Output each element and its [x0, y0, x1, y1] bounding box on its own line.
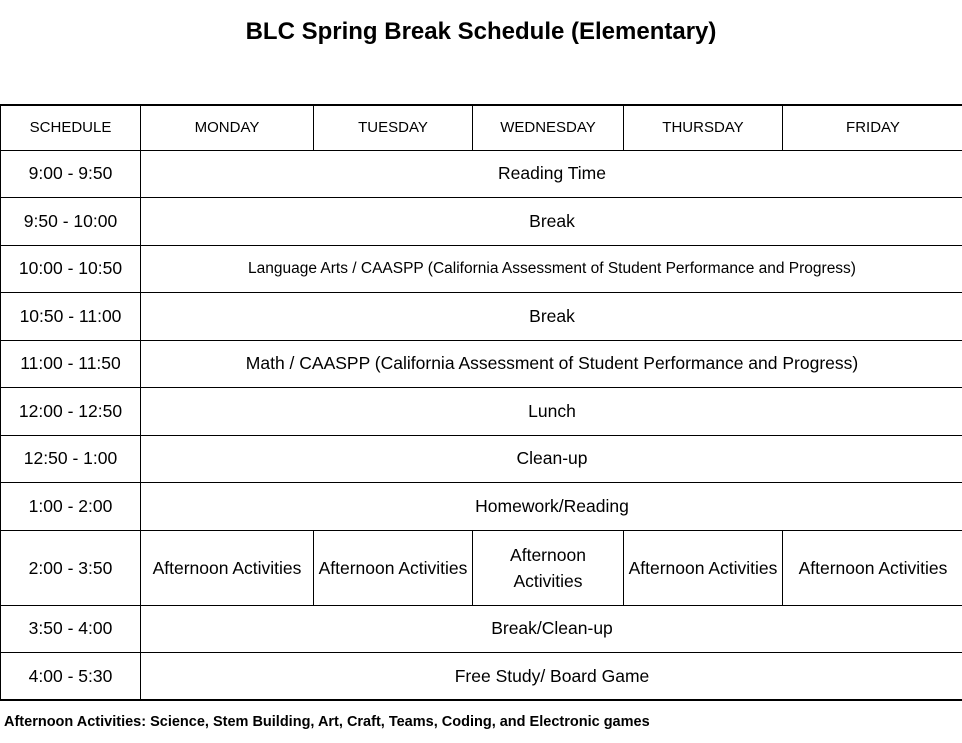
- time-cell: 10:50 - 11:00: [1, 293, 141, 341]
- schedule-table: [0, 104, 962, 701]
- time-cell: 11:00 - 11:50: [1, 340, 141, 388]
- time-cell: 10:00 - 10:50: [1, 245, 141, 293]
- time-cell: 1:00 - 2:00: [1, 483, 141, 531]
- table-row: [1, 653, 962, 701]
- table-row: [1, 340, 962, 388]
- header-monday: MONDAY: [141, 105, 314, 150]
- activity-cell: Math / CAASPP (California Assessment of Student Performance and Progress): [141, 340, 962, 388]
- time-cell: 4:00 - 5:30: [1, 653, 141, 701]
- header-wednesday: WEDNESDAY: [473, 105, 624, 150]
- tuesday-activity-cell: Afternoon Activities: [314, 530, 473, 605]
- friday-activity-cell: Afternoon Activities: [783, 530, 962, 605]
- activity-cell: Break: [141, 198, 962, 246]
- header-row: [1, 105, 962, 150]
- time-cell: 9:50 - 10:00: [1, 198, 141, 246]
- table-row: [1, 150, 962, 198]
- footnote: Afternoon Activities: Science, Stem Building, Art, Craft, Teams, Coding, and Electronic games: [4, 714, 650, 730]
- table-row: [1, 198, 962, 246]
- thursday-activity-cell: Afternoon Activities: [624, 530, 783, 605]
- time-cell: 12:00 - 12:50: [1, 388, 141, 436]
- table-row: [1, 245, 962, 293]
- time-cell: 2:00 - 3:50: [1, 530, 141, 605]
- time-cell: 3:50 - 4:00: [1, 605, 141, 653]
- time-cell: 9:00 - 9:50: [1, 150, 141, 198]
- activity-cell: Reading Time: [141, 150, 962, 198]
- activity-cell: Break/Clean-up: [141, 605, 962, 653]
- activity-cell: Clean-up: [141, 435, 962, 483]
- table-row: [1, 530, 962, 605]
- header-schedule: SCHEDULE: [1, 105, 141, 150]
- table-row: [1, 483, 962, 531]
- table-row: [1, 605, 962, 653]
- activity-cell: Free Study/ Board Game: [141, 653, 962, 701]
- monday-activity-cell: Afternoon Activities: [141, 530, 314, 605]
- header-tuesday: TUESDAY: [314, 105, 473, 150]
- header-friday: FRIDAY: [783, 105, 962, 150]
- activity-cell: Lunch: [141, 388, 962, 436]
- table-row: [1, 388, 962, 436]
- header-thursday: THURSDAY: [624, 105, 783, 150]
- wednesday-activity-cell: Afternoon Activities: [473, 530, 624, 605]
- table-row: [1, 435, 962, 483]
- activity-cell: Homework/Reading: [141, 483, 962, 531]
- page-title: BLC Spring Break Schedule (Elementary): [245, 18, 717, 45]
- table-row: [1, 293, 962, 341]
- activity-cell: Language Arts / CAASPP (California Assessment of Student Performance and Progress): [141, 245, 962, 293]
- activity-cell: Break: [141, 293, 962, 341]
- time-cell: 12:50 - 1:00: [1, 435, 141, 483]
